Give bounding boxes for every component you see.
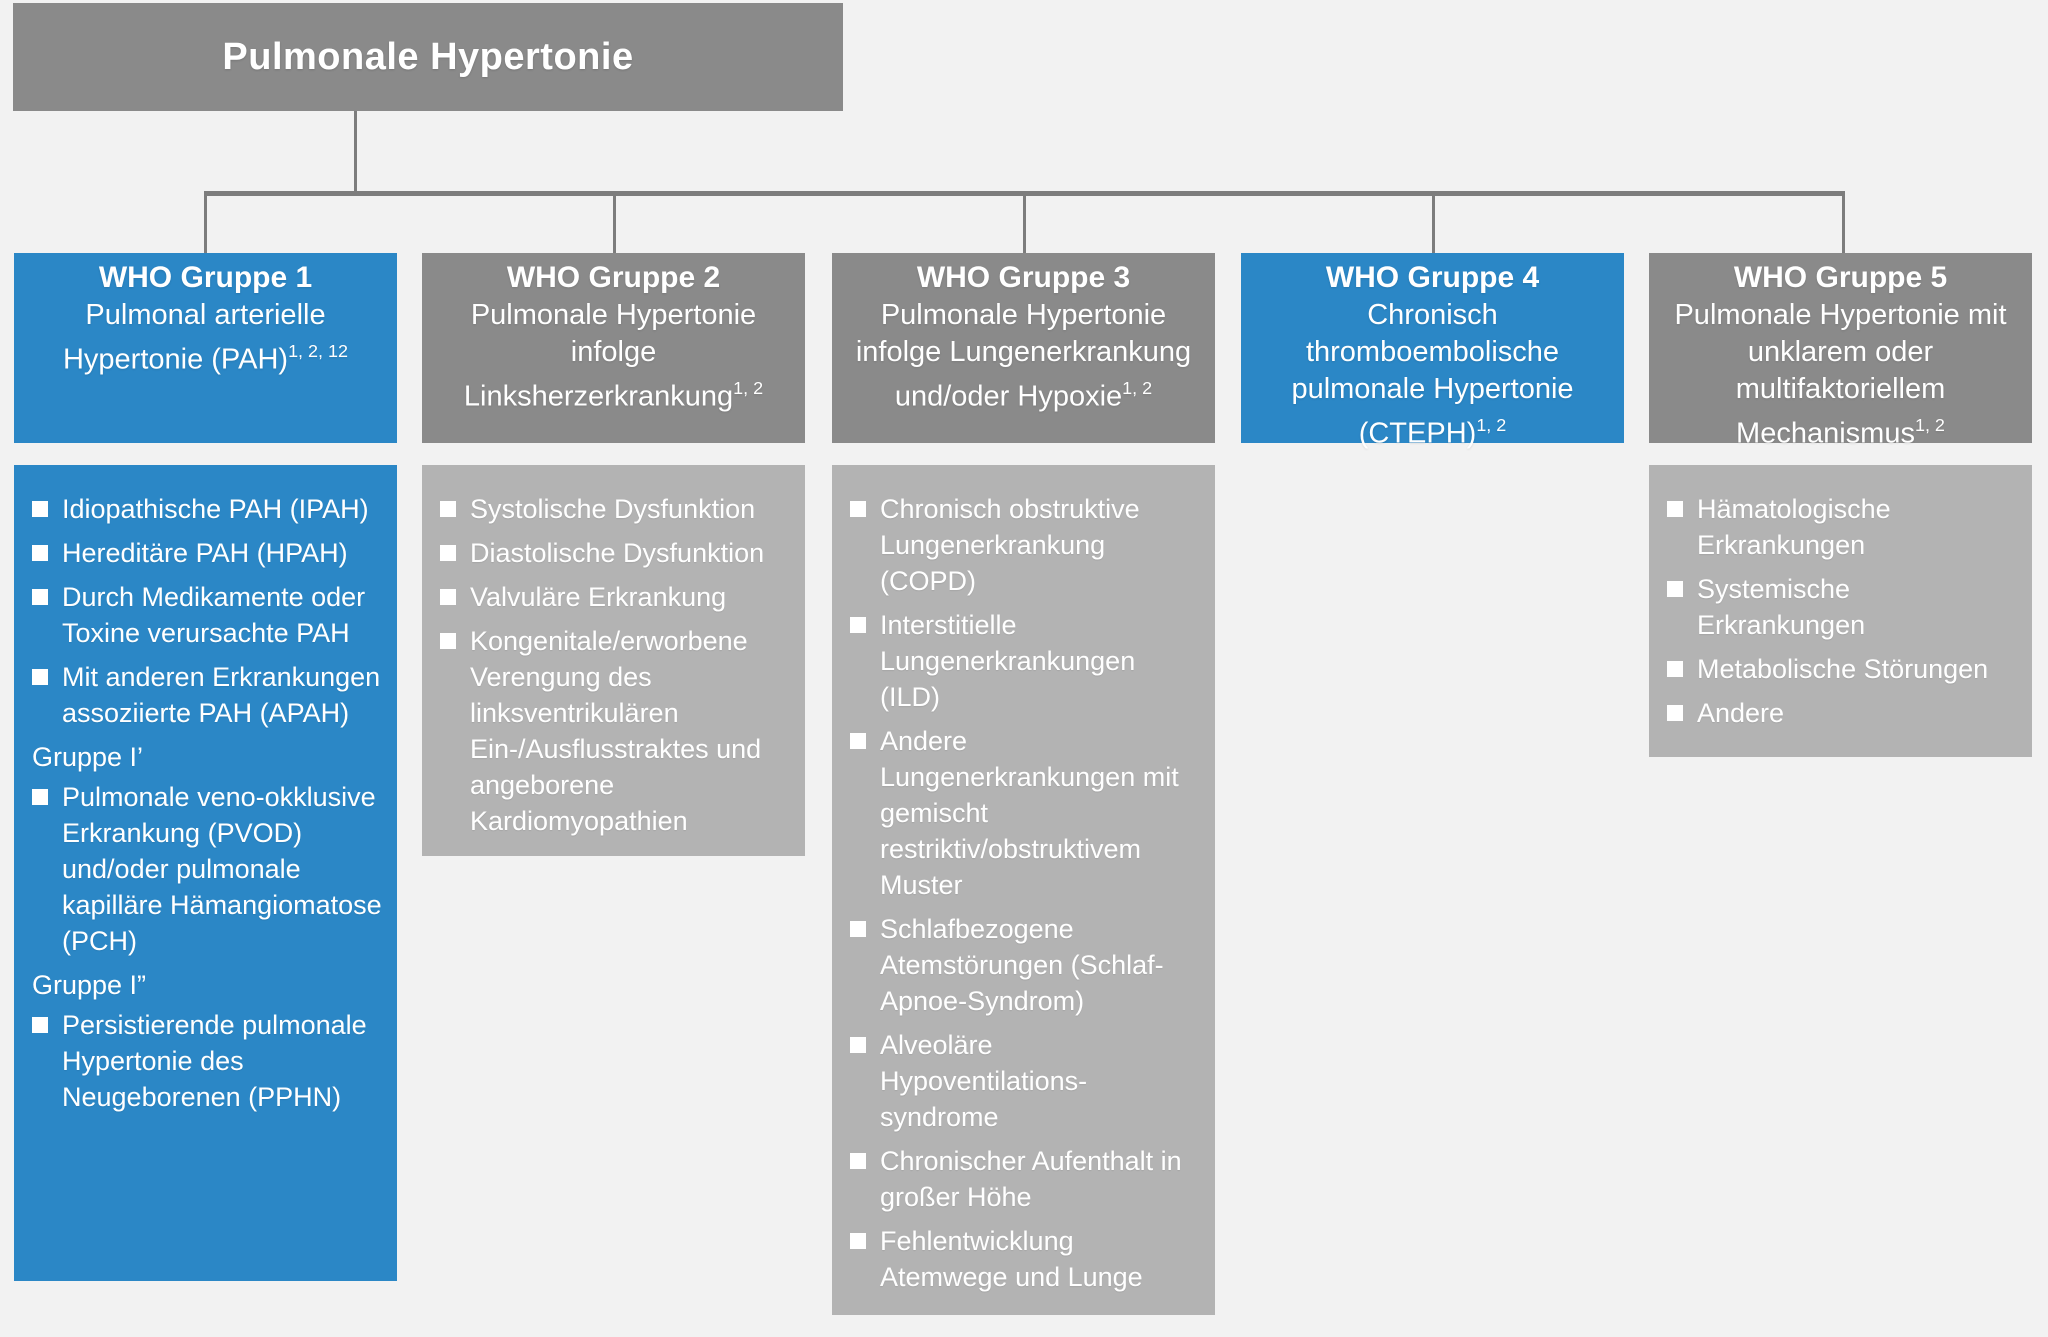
bullet-square-icon (32, 1017, 48, 1033)
list-item (850, 491, 1201, 599)
list-item-text: Systemische Erkrankungen (1697, 574, 1866, 640)
list-item (440, 491, 791, 527)
list-item (850, 1223, 1201, 1295)
group-3-list-box (832, 465, 1215, 1315)
group-3-reference-superscript: 1, 2 (1122, 378, 1153, 399)
group-1-subtitle (22, 297, 389, 379)
list-item-text: Hereditäre PAH (HPAH) (62, 538, 348, 568)
list-item-text: Andere Lungenerkrankungen mit gemischt restriktiv/obstruktivem Muster (880, 726, 1179, 900)
list-item-text: Schlafbezogene Atemstörungen (Schlaf-Apnoe-Syndrom) (880, 914, 1164, 1016)
who-group-2-column (422, 0, 805, 1337)
list-item-text: Chronischer Aufenthalt in großer Höhe (880, 1146, 1182, 1212)
list-item-text: Metabolische Störungen (1697, 654, 1989, 684)
bullet-square-icon (850, 1037, 866, 1053)
list-subheading (32, 967, 383, 1003)
group-3-header-box (832, 253, 1215, 443)
who-group-4-column (1241, 0, 1624, 1337)
list-item (32, 659, 383, 731)
group-4-subtitle (1249, 297, 1616, 453)
list-item-text: Pulmonale veno-okklusive Erkrankung (PVOD) und/oder pulmonale kapilläre Hämangiomatose (PCH) (62, 782, 382, 956)
group-4-heading: WHO Gruppe 4 (1325, 261, 1540, 294)
list-item (32, 535, 383, 571)
group-1-list-box (14, 465, 397, 1281)
bullet-square-icon (32, 545, 48, 561)
list-item (1667, 695, 2018, 731)
bullet-square-icon (1667, 705, 1683, 721)
list-subheading (32, 739, 383, 775)
bullet-square-icon (850, 501, 866, 517)
group-5-heading: WHO Gruppe 5 (1733, 261, 1948, 294)
group-2-subtitle (430, 297, 797, 416)
list-item (440, 535, 791, 571)
list-item (850, 1027, 1201, 1135)
group-4-subtitle-text: Chronisch thromboembolische pulmonale Hypertonie (CTEPH) (1291, 299, 1574, 450)
list-item (850, 723, 1201, 903)
who-group-1-column (14, 0, 397, 1337)
group-3-subtitle-text: Pulmonale Hypertonie infolge Lungenerkrankung und/oder Hypoxie (855, 299, 1192, 413)
bullet-square-icon (32, 789, 48, 805)
bullet-square-icon (32, 589, 48, 605)
who-group-5-column (1649, 0, 2032, 1337)
list-item-text: Chronisch obstruktive Lungenerkrankung (COPD) (880, 494, 1140, 596)
bullet-square-icon (1667, 661, 1683, 677)
list-item-text: Gruppe I” (32, 970, 147, 1000)
group-3-heading: WHO Gruppe 3 (916, 261, 1131, 294)
bullet-square-icon (850, 1153, 866, 1169)
group-1-header-box (14, 253, 397, 443)
list-item (32, 579, 383, 651)
bullet-square-icon (850, 921, 866, 937)
list-item (440, 579, 791, 615)
group-2-subtitle-text: Pulmonale Hypertonie infolge Linksherzerkrankung (463, 299, 757, 413)
list-item-text: Fehlentwicklung Atemwege und Lunge (880, 1226, 1143, 1292)
list-item-text: Gruppe I’ (32, 742, 144, 772)
list-item (32, 1007, 383, 1115)
bullet-square-icon (32, 501, 48, 517)
bullet-square-icon (1667, 581, 1683, 597)
group-4-header-box (1241, 253, 1624, 450)
group-1-heading: WHO Gruppe 1 (98, 261, 313, 294)
list-item-text: Interstitielle Lungenerkrankungen (ILD) (880, 610, 1136, 712)
list-item-text: Systolische Dysfunktion (470, 494, 756, 524)
group-2-header-box (422, 253, 805, 443)
bullet-square-icon (1667, 501, 1683, 517)
group-5-subtitle (1657, 297, 2024, 453)
list-item-text: Kongenitale/erworbene Verengung des linksventrikulären Ein-/Ausflusstraktes und angeborene Kardiomyopathien (470, 626, 762, 836)
list-item (440, 623, 791, 839)
list-item (32, 491, 383, 527)
group-1-reference-superscript: 1, 2, 12 (288, 341, 349, 362)
group-2-reference-superscript: 1, 2 (733, 378, 764, 399)
group-1-subtitle-text: Pulmonal arterielle Hypertonie (PAH) (62, 299, 326, 376)
group-5-header-box (1649, 253, 2032, 450)
list-item-text: Valvuläre Erkrankung (470, 582, 727, 612)
list-item-text: Andere (1697, 698, 1785, 728)
list-item (850, 607, 1201, 715)
list-item-text: Mit anderen Erkrankungen assoziierte PAH (APAH) (62, 662, 381, 728)
list-item-text: Alveoläre Hypoventilations-syndrome (880, 1030, 1088, 1132)
group-3-subtitle (840, 297, 1207, 416)
group-5-subtitle-text: Pulmonale Hypertonie mit unklarem oder multifaktoriellem Mechanismus (1674, 299, 2007, 450)
group-4-reference-superscript: 1, 2 (1476, 415, 1507, 436)
list-item-text: Idiopathische PAH (IPAH) (62, 494, 369, 524)
bullet-square-icon (440, 633, 456, 649)
group-2-list-box (422, 465, 805, 856)
list-item-text: Persistierende pulmonale Hypertonie des Neugeborenen (PPHN) (62, 1010, 367, 1112)
list-item-text: Hämatologische Erkrankungen (1697, 494, 1891, 560)
bullet-square-icon (850, 617, 866, 633)
bullet-square-icon (32, 669, 48, 685)
list-item (1667, 651, 2018, 687)
bullet-square-icon (440, 501, 456, 517)
group-5-reference-superscript: 1, 2 (1914, 415, 1945, 436)
list-item (32, 779, 383, 959)
list-item-text: Diastolische Dysfunktion (470, 538, 765, 568)
bullet-square-icon (850, 733, 866, 749)
list-item (850, 911, 1201, 1019)
bullet-square-icon (440, 545, 456, 561)
group-5-list-box (1649, 465, 2032, 757)
bullet-square-icon (440, 589, 456, 605)
bullet-square-icon (850, 1233, 866, 1249)
list-item (1667, 491, 2018, 563)
list-item (1667, 571, 2018, 643)
group-2-heading: WHO Gruppe 2 (506, 261, 721, 294)
list-item (850, 1143, 1201, 1215)
who-group-3-column (832, 0, 1215, 1337)
list-item-text: Durch Medikamente oder Toxine verursachte PAH (62, 582, 366, 648)
page-title: Pulmonale Hypertonie (222, 35, 634, 78)
